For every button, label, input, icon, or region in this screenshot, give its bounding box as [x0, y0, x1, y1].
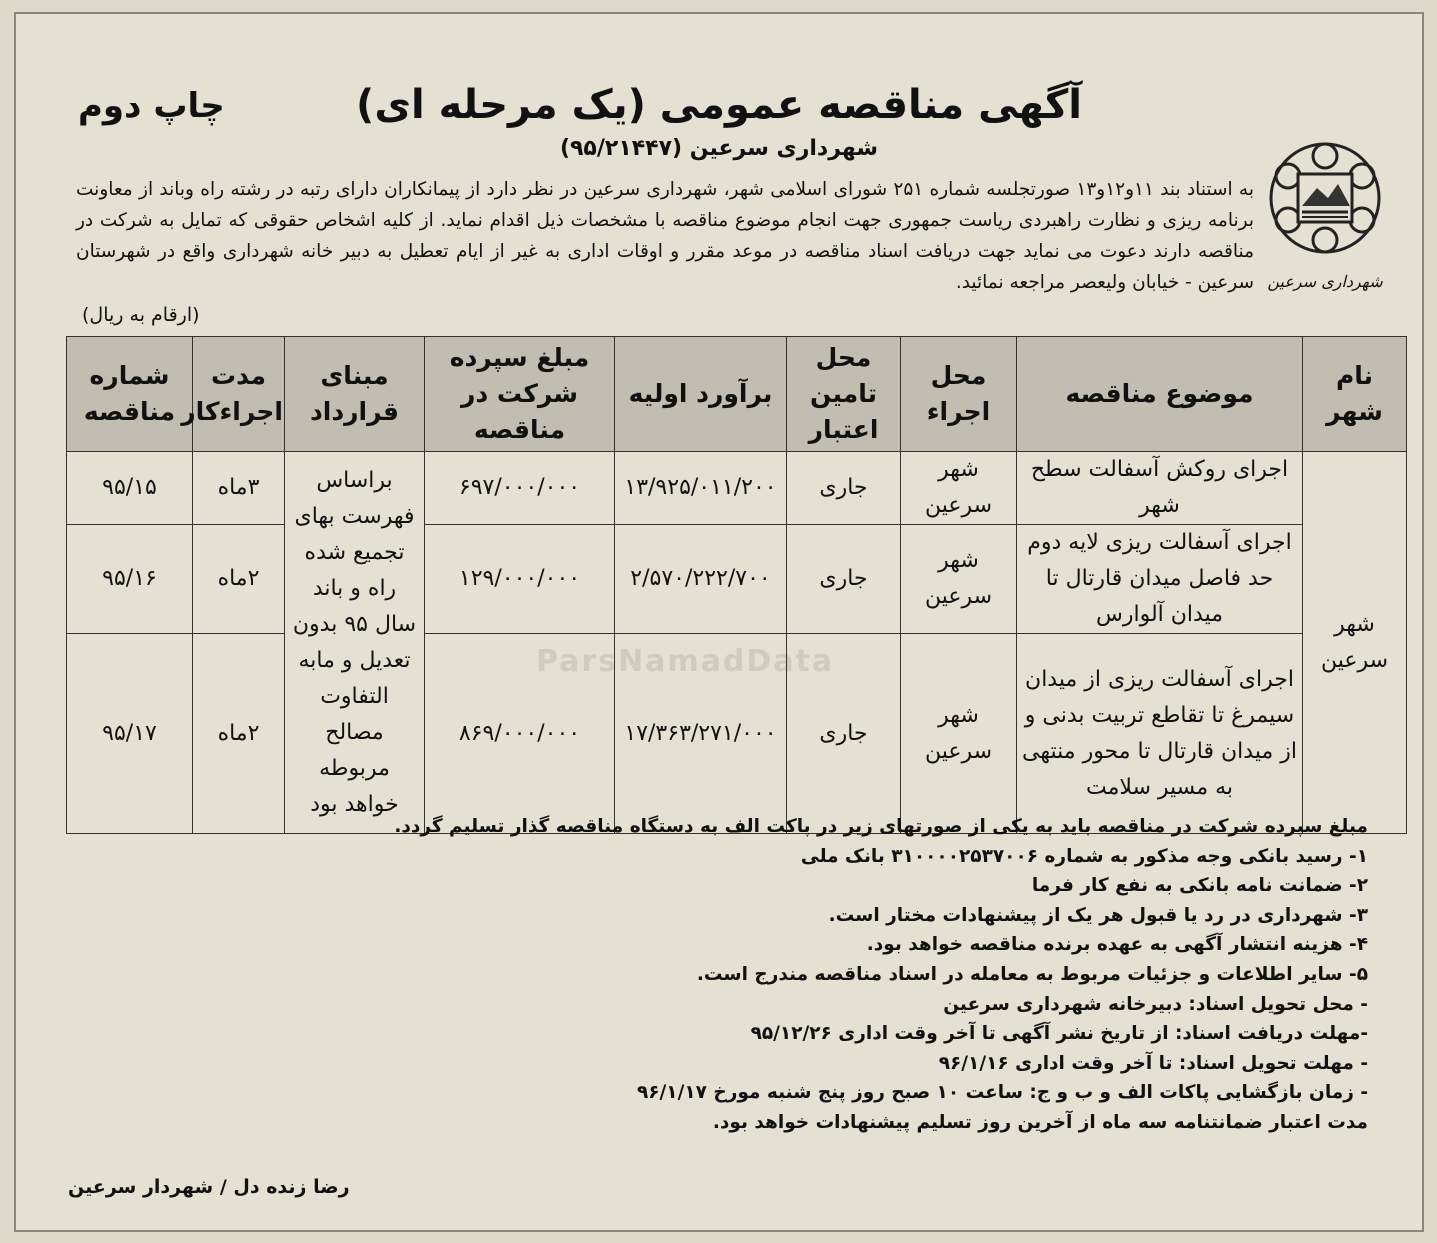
tender-table: [66, 336, 1407, 834]
cell-funding: جاری: [787, 634, 901, 834]
logo-caption: شهرداری سرعین: [1267, 272, 1383, 291]
terms-line: - محل تحویل اسناد: دبیرخانه شهرداری سرعین: [943, 993, 1368, 1015]
header-number: شماره مناقصه: [67, 337, 193, 452]
terms-line: - زمان بازگشایی پاکات الف و ب و ج: ساعت ۱۰ صبح روز پنج شنبه مورخ ۹۶/۱/۱۷: [636, 1082, 1368, 1104]
intro-paragraph: به استناد بند ۱۱و۱۲و۱۳ صورتجلسه شماره ۲۵۱ شورای اسلامی شهر، شهرداری سرعین در نظر دارد از پیمانکاران دارای رتبه در رشته راه وباند از معاونت برنامه ریزی و نظارت راهبردی ریاست جمهوری جهت انجام موضوع مناقصه با مشخصات ذیل اقدام نماید. از کلیه اشخاص حقوقی که تمایل به شرکت در مناقصه دارند دعوت می نماید جهت دریافت اسناد مناقصه در موعد مقرر و اوقات اداری به غیر از ایام تعطیل به دبیر خانه شهرداری واقع در شهرستان سرعین - خیابان ولیعصر مراجعه نمائید.: [76, 179, 1254, 293]
cell-deposit: ۸۶۹/۰۰۰/۰۰۰: [425, 634, 615, 834]
print-edition-label: چاپ دوم: [78, 86, 225, 126]
cell-estimate: ۱۷/۳۶۳/۲۷۱/۰۰۰: [615, 634, 787, 834]
cell-location: شهر سرعین: [901, 634, 1017, 834]
terms-line: ۵- سایر اطلاعات و جزئیات مربوط به معامله در اسناد مناقصه مندرج است.: [696, 963, 1368, 985]
terms-line: ۳- شهرداری در رد یا قبول هر یک از پیشنهادات مختار است.: [828, 904, 1368, 926]
table-row: [67, 525, 1407, 634]
cell-duration: ۳ماه: [193, 452, 285, 525]
cell-duration: ۲ماه: [193, 634, 285, 834]
table-row: [67, 634, 1407, 834]
cell-estimate: ۱۳/۹۲۵/۰۱۱/۲۰۰: [615, 452, 787, 525]
cell-location: شهر سرعین: [901, 525, 1017, 634]
cell-estimate: ۲/۵۷۰/۲۲۲/۷۰۰: [615, 525, 787, 634]
cell-duration: ۲ماه: [193, 525, 285, 634]
cell-number: ۹۵/۱۵: [67, 452, 193, 525]
cell-city: شهر سرعین: [1303, 452, 1407, 834]
header-location: محل اجراء: [901, 337, 1017, 452]
cell-subject: اجرای روکش آسفالت سطح شهر: [1017, 452, 1303, 525]
terms-line: ۴- هزینه انتشار آگهی به عهده برنده مناقصه خواهد بود.: [866, 934, 1368, 956]
signature: رضا زنده دل / شهردار سرعین: [68, 1176, 350, 1198]
header-city: نام شهر: [1303, 337, 1407, 452]
terms-line: ۱- رسید بانکی وجه مذکور به شماره ۳۱۰۰۰۰۲۵۳۷۰۰۶ بانک ملی: [800, 845, 1368, 867]
header-duration: مدت اجراءکار: [193, 337, 285, 452]
cell-contract-basis: براساس فهرست بهای تجمیع شده راه و باند سال ۹۵ بدون تعدیل و مابه التفاوت مصالح مربوطه خواهد بود: [285, 452, 425, 834]
terms-line: -مهلت دریافت اسناد: از تاریخ نشر آگهی تا آخر وقت اداری ۹۵/۱۲/۲۶: [750, 1023, 1368, 1045]
terms-line: مبلغ سپرده شرکت در مناقصه باید به یکی از صورتهای زیر در پاکت الف به دستگاه مناقصه گذار تسلیم گردد.: [394, 816, 1368, 837]
newspaper-clipping: [14, 12, 1424, 1232]
header-funding: محل تامین اعتبار: [787, 337, 901, 452]
terms-line: ۲- ضمانت نامه بانکی به نفع کار فرما: [1031, 875, 1368, 897]
cell-funding: جاری: [787, 452, 901, 525]
cell-location: شهر سرعین: [901, 452, 1017, 525]
header-contract-basis: مبنای قرارداد: [285, 337, 425, 452]
municipality-logo: [1262, 136, 1388, 306]
cell-deposit: ۱۲۹/۰۰۰/۰۰۰: [425, 525, 615, 634]
terms-list: [68, 812, 1368, 1138]
header-estimate: برآورد اولیه: [615, 337, 787, 452]
cell-funding: جاری: [787, 525, 901, 634]
watermark: ParsNamadData: [536, 644, 835, 679]
page-title: آگهی مناقصه عمومی (یک مرحله ای): [356, 82, 1082, 128]
cell-subject: اجرای آسفالت ریزی لایه دوم حد فاصل میدان قارتال تا میدان آلوارس: [1017, 525, 1303, 634]
cell-number: ۹۵/۱۶: [67, 525, 193, 634]
cell-subject: اجرای آسفالت ریزی از میدان سیمرغ تا تقاطع تربیت بدنی و از میدان قارتال تا محور منتهی به مسیر سلامت: [1017, 634, 1303, 834]
cell-deposit: ۶۹۷/۰۰۰/۰۰۰: [425, 452, 615, 525]
currency-unit-note: (ارقام به ریال): [82, 304, 200, 326]
cell-number: ۹۵/۱۷: [67, 634, 193, 834]
table-header-row: [67, 337, 1407, 452]
table-row: [67, 452, 1407, 525]
page-subtitle: شهرداری سرعین (۹۵/۲۱۴۴۷): [559, 136, 879, 161]
emblem-icon: [1262, 136, 1388, 266]
terms-line: - مهلت تحویل اسناد: تا آخر وقت اداری ۹۶/۱/۱۶: [938, 1052, 1368, 1074]
terms-line: مدت اعتبار ضمانتنامه سه ماه از آخرین روز تسلیم پیشنهادات خواهد بود.: [712, 1111, 1368, 1133]
header-deposit: مبلغ سپرده شرکت در مناقصه: [425, 337, 615, 452]
header-subject: موضوع مناقصه: [1017, 337, 1303, 452]
